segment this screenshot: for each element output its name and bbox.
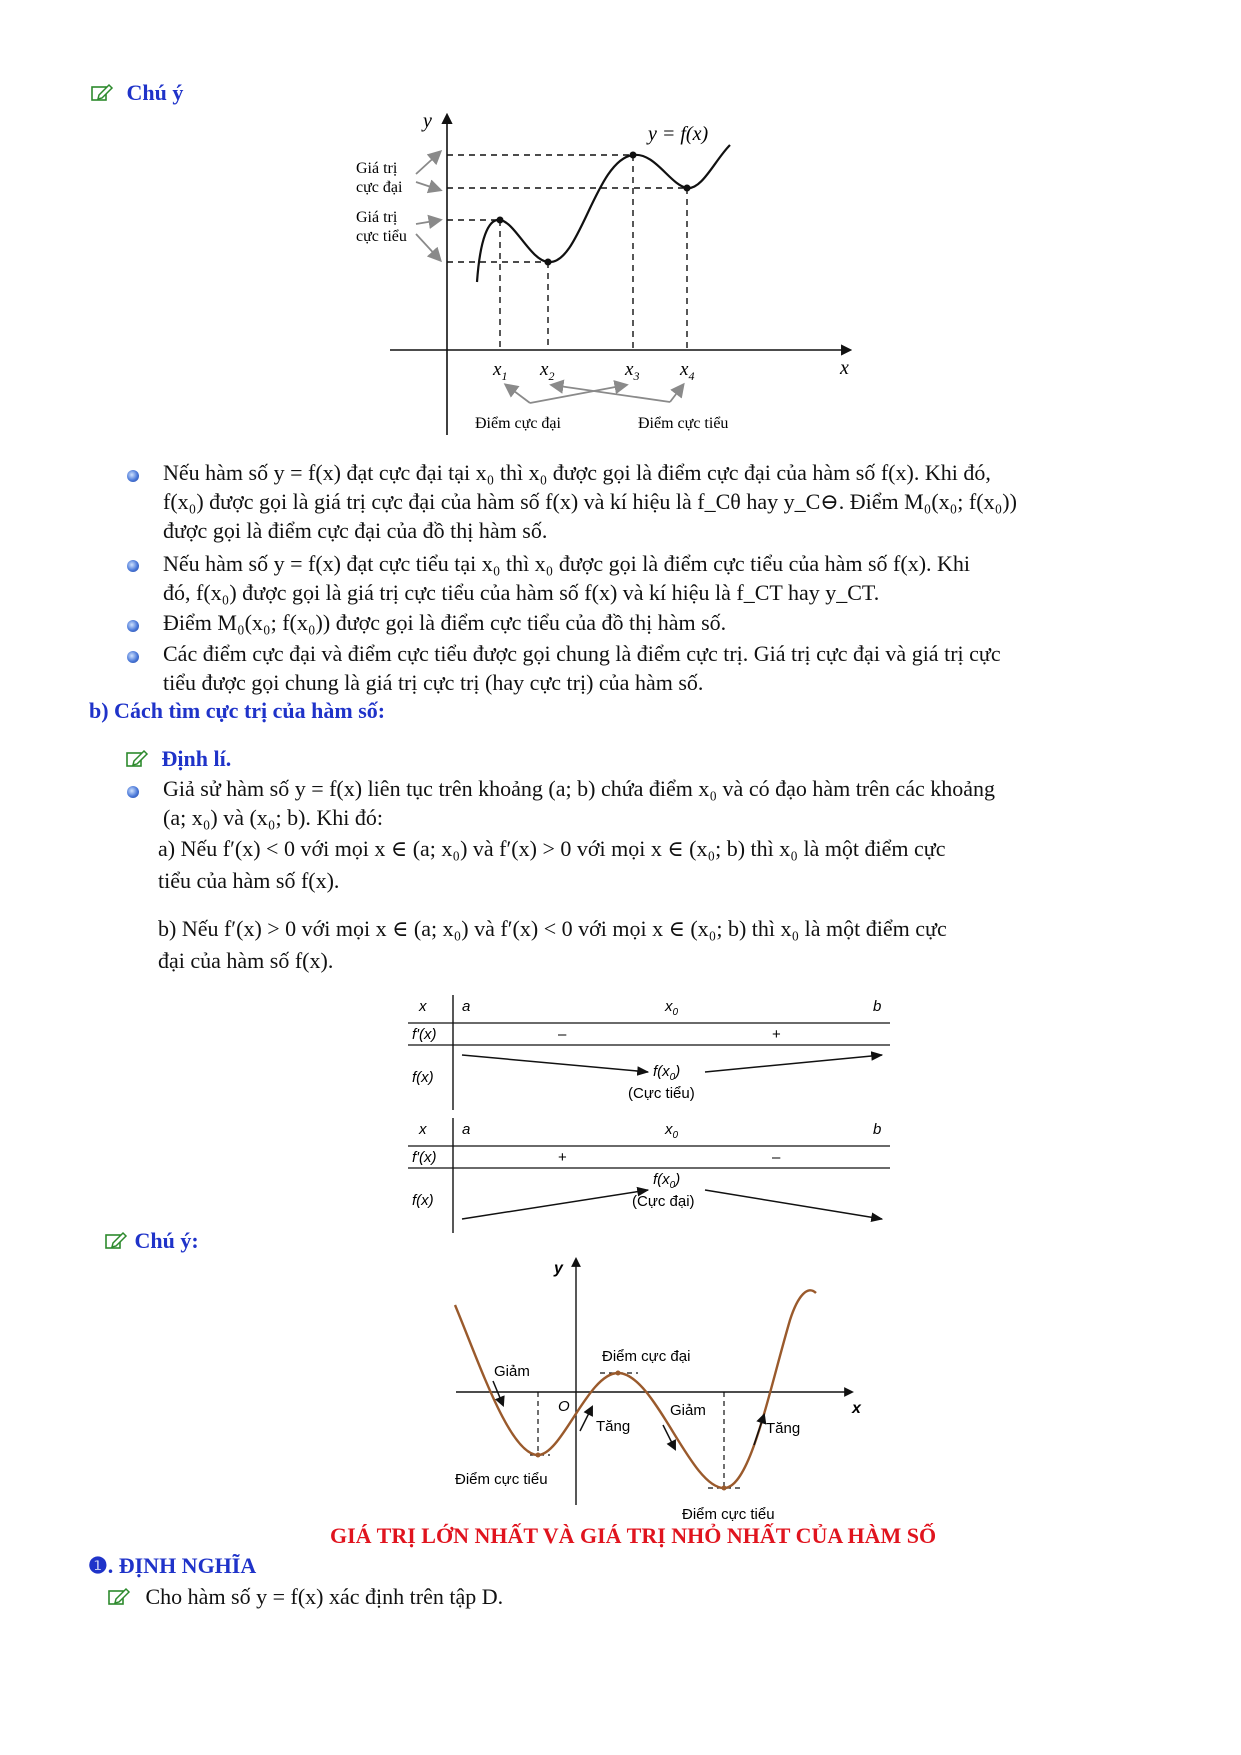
svg-text:b: b [873, 998, 882, 1015]
extremum-point [684, 185, 691, 192]
svg-text:+: + [558, 1149, 567, 1166]
theorem-part-b: b) Nếu f′(x) > 0 với mọi x ∈ (a; x₀) và f′(x) < 0 với mọi x ∈ (x₀; b) thì x₀ là một điểm cực đại của hàm số f(x). [158, 916, 947, 973]
svg-text:Điểm cực tiểu: Điểm cực tiểu [682, 1506, 775, 1523]
svg-text:x: x [419, 1121, 427, 1138]
svg-text:x: x [852, 1400, 861, 1417]
svg-text:(Cực tiểu): (Cực tiểu) [628, 1085, 695, 1102]
bullet-icon [127, 470, 139, 482]
bullet-icon [127, 560, 139, 572]
svg-text:+: + [772, 1026, 781, 1043]
theorem-statement: Giả sử hàm số y = f(x) liên tục trên khoảng (a; b) chứa điểm x₀ và có đạo hàm trên các khoảng (a; x₀) và (x₀; b). Khi đó: [163, 776, 995, 830]
extremum-point [545, 259, 552, 266]
svg-text:O: O [558, 1398, 570, 1415]
label-max-value-1: Giá trị [356, 160, 398, 177]
tick-x2: $x_2$ [540, 359, 555, 383]
svg-text:f'(x): f'(x) [412, 1026, 437, 1043]
svg-text:Tăng: Tăng [766, 1420, 801, 1437]
note-title: Chú ý: [134, 1228, 199, 1253]
tick-x3: $x_3$ [625, 359, 640, 383]
tick-x1: $x_1$ [493, 359, 508, 383]
theorem-title: Định lí. [161, 746, 232, 771]
label-max-points: Điểm cực đại [475, 415, 561, 432]
edit-note-icon [126, 750, 148, 768]
theorem-heading [126, 746, 231, 772]
bullet-icon [127, 620, 139, 632]
bullet-icon [127, 786, 139, 798]
section-marker-icon: ❶ [88, 1553, 108, 1578]
svg-text:(Cực đại): (Cực đại) [632, 1193, 695, 1210]
svg-text:x: x [419, 998, 427, 1015]
edit-note-icon [91, 84, 113, 102]
svg-text:–: – [558, 1026, 567, 1043]
bullet-text-3: Điểm M₀(x₀; f(x₀)) được gọi là điểm cực tiểu của đồ thị hàm số. [163, 610, 727, 635]
bullet-text-2: Nếu hàm số y = f(x) đạt cực tiểu tại x₀ thì x₀ được gọi là điểm cực tiểu của hàm số f(x). Khi đó, f(x₀) được gọi là giá trị cực tiểu của hàm số f(x) và kí hiệu là f_CT hay y_CT. [163, 551, 971, 605]
svg-text:x0: $x_0$ [665, 1121, 679, 1141]
x-axis-label: x [840, 357, 849, 379]
svg-text:Giảm: Giảm [670, 1402, 706, 1419]
svg-text:f(x): f(x) [412, 1069, 434, 1086]
definition-title: . ĐỊNH NGHĨA [107, 1553, 257, 1578]
svg-text:Điểm cực đại: Điểm cực đại [602, 1348, 691, 1365]
variation-table-max [400, 1118, 900, 1238]
edit-note-icon [105, 1232, 127, 1250]
label-min-value-1: Giá trị [356, 209, 398, 226]
note-heading-2 [105, 1228, 199, 1254]
svg-text:Giảm: Giảm [494, 1363, 530, 1380]
edit-note-icon [108, 1588, 130, 1606]
note-title: Chú ý [126, 80, 184, 105]
definition-line [108, 1582, 503, 1611]
svg-text:a: a [462, 998, 471, 1015]
function-curve [455, 1290, 816, 1488]
svg-text:f(x0): $f(x_0)$ [653, 1171, 681, 1191]
svg-text:x0: $x_0$ [665, 998, 679, 1018]
svg-text:Điểm cực tiểu: Điểm cực tiểu [455, 1471, 548, 1488]
svg-text:Tăng: Tăng [596, 1418, 631, 1435]
theorem-part-a: a) Nếu f′(x) < 0 với mọi x ∈ (a; x₀) và f′(x) > 0 với mọi x ∈ (x₀; b) thì x₀ là một điểm cực tiểu của hàm số f(x). [158, 836, 946, 893]
label-min-value-2: cực tiểu [356, 228, 407, 245]
note-heading-1 [91, 80, 183, 106]
svg-text:–: – [772, 1149, 781, 1166]
svg-text:a: a [462, 1121, 471, 1138]
svg-text:f(x0): $f(x_0)$ [653, 1063, 681, 1083]
definition-text: Cho hàm số y = f(x) xác định trên tập D. [145, 1584, 504, 1609]
section-b-heading: b) Cách tìm cực trị của hàm số: [89, 698, 386, 723]
svg-text:b: b [873, 1121, 882, 1138]
svg-text:f(x): f(x) [412, 1192, 434, 1209]
section-heading-red: GIÁ TRỊ LỚN NHẤT VÀ GIÁ TRỊ NHỎ NHẤT CỦA HÀM SỐ [330, 1523, 937, 1548]
definition-heading [88, 1553, 256, 1579]
bullet-text-4: Các điểm cực đại và điểm cực tiểu được gọi chung là điểm cực trị. Giá trị cực đại và giá trị cực tiểu được gọi chung là giá trị cực trị (hay cực trị) của hàm số. [163, 641, 1001, 695]
tick-x4: $x_4$ [680, 359, 695, 383]
extremum-point [497, 217, 504, 224]
y-axis-label: y [423, 110, 432, 132]
extremum-point [630, 152, 637, 159]
svg-text:f'(x): f'(x) [412, 1149, 437, 1166]
label-max-value-2: cực đại [356, 179, 403, 196]
monotonicity-graph [450, 1255, 870, 1535]
extrema-graph [356, 110, 860, 440]
bullet-text-1: Nếu hàm số y = f(x) đạt cực đại tại x₀ thì x₀ được gọi là điểm cực đại của hàm số f(x). Khi đó, f(x₀) được gọi là giá trị cực đại của hàm số f(x) và kí hiệu là f_Cθ hay y_C⊖. Điểm M₀(x₀; f(x₀)) được gọi là điểm cực đại của đồ thị hàm số. [163, 460, 1017, 543]
curve-label: y = f(x) [648, 123, 709, 145]
variation-table-min [400, 995, 900, 1115]
svg-text:y: y [554, 1260, 563, 1277]
label-min-points: Điểm cực tiểu [638, 415, 729, 432]
bullet-icon [127, 651, 139, 663]
